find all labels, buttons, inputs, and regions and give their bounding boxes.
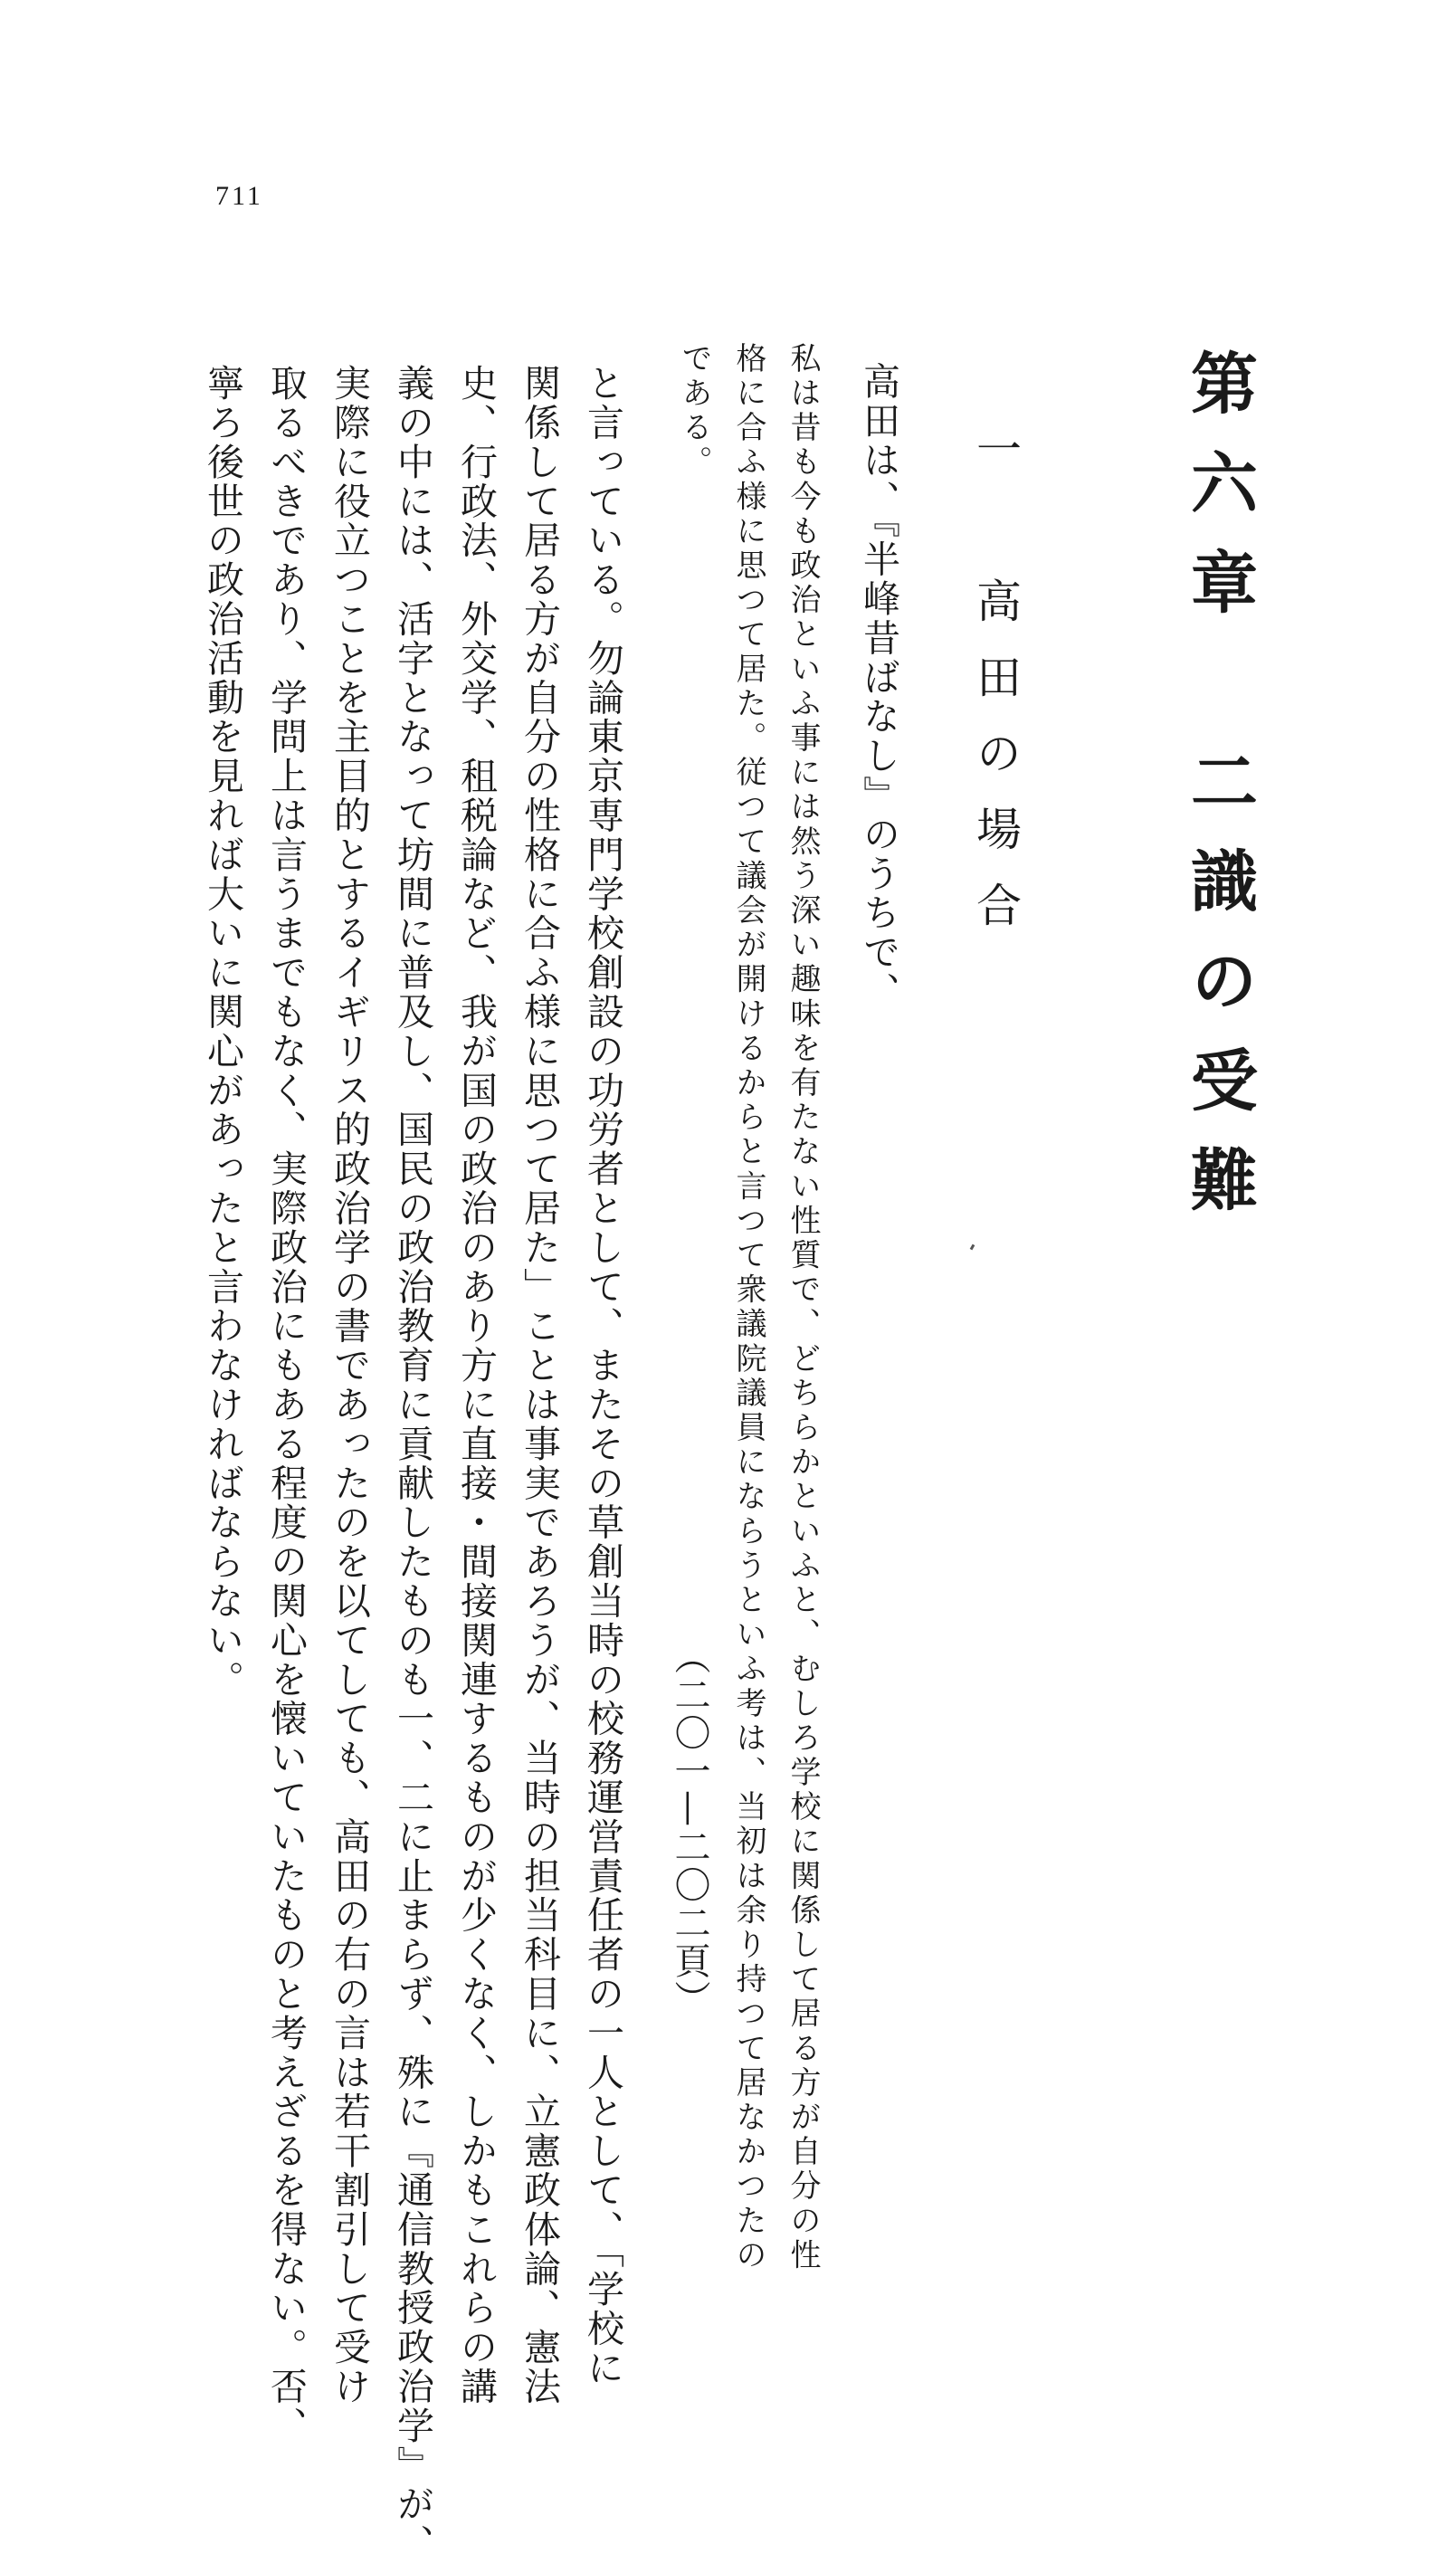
body-line: 史、行政法、外交学、租税論など、我が国の政治のあり方に直接・間接関連するものが少くなく、しかもこれらの講 [454,364,498,2406]
quote-line: 格に合ふ様に思つて居た。従つて議会が開けるからと言つて衆議院議員にならうといふ考は、当初は余り持つて居なかつたの [730,342,766,2273]
body-line: 関係して居る方が自分の性格に合ふ様に思つて居た」ことは事実であろうが、当時の担当科目に、立憲政体論、憲法 [518,364,561,2406]
intro-line: 高田は、『半峰昔ばなし』のうちで、 [857,362,900,1012]
body-line: 実際に役立つことを主目的とするイギリス的政治学の書であったのを以てしても、高田の右の言は若干割引して受け [328,364,371,2406]
body-line: 義の中には、活字となって坊間に普及し、国民の政治教育に貢献したものも一、二に止まらず、殊に『通信教授政治学』が、 [391,364,434,2563]
body-line: と言っている。勿論東京専門学校創設の功労者として、またその草創当時の校務運営責任者の一人として、「学校に [581,364,624,2388]
body-line: 取るべきであり、学問上は言うまでもなく、実際政治にもある程度の関心を懐いていたものと考えざるを得ない。否、 [264,364,308,2446]
quote-line: 私は昔も今も政治といふ事には然う深い趣味を有たない性質で、どちらかといふと、むしろ学校に関係して居る方が自分の性 [785,342,821,2273]
chapter-title: 第六章 二識の受難 [1180,348,1258,1244]
quote-line: である。 [676,342,712,481]
stray-mark [970,1244,975,1251]
section-title: 一 高田の場合 [969,425,1022,958]
page-number: 711 [215,181,263,211]
citation: （二〇一—二〇二頁） [669,1638,710,2018]
body-line: 寧ろ後世の政治活動を見れば大いに関心があったと言わなければならない。 [201,364,244,1700]
